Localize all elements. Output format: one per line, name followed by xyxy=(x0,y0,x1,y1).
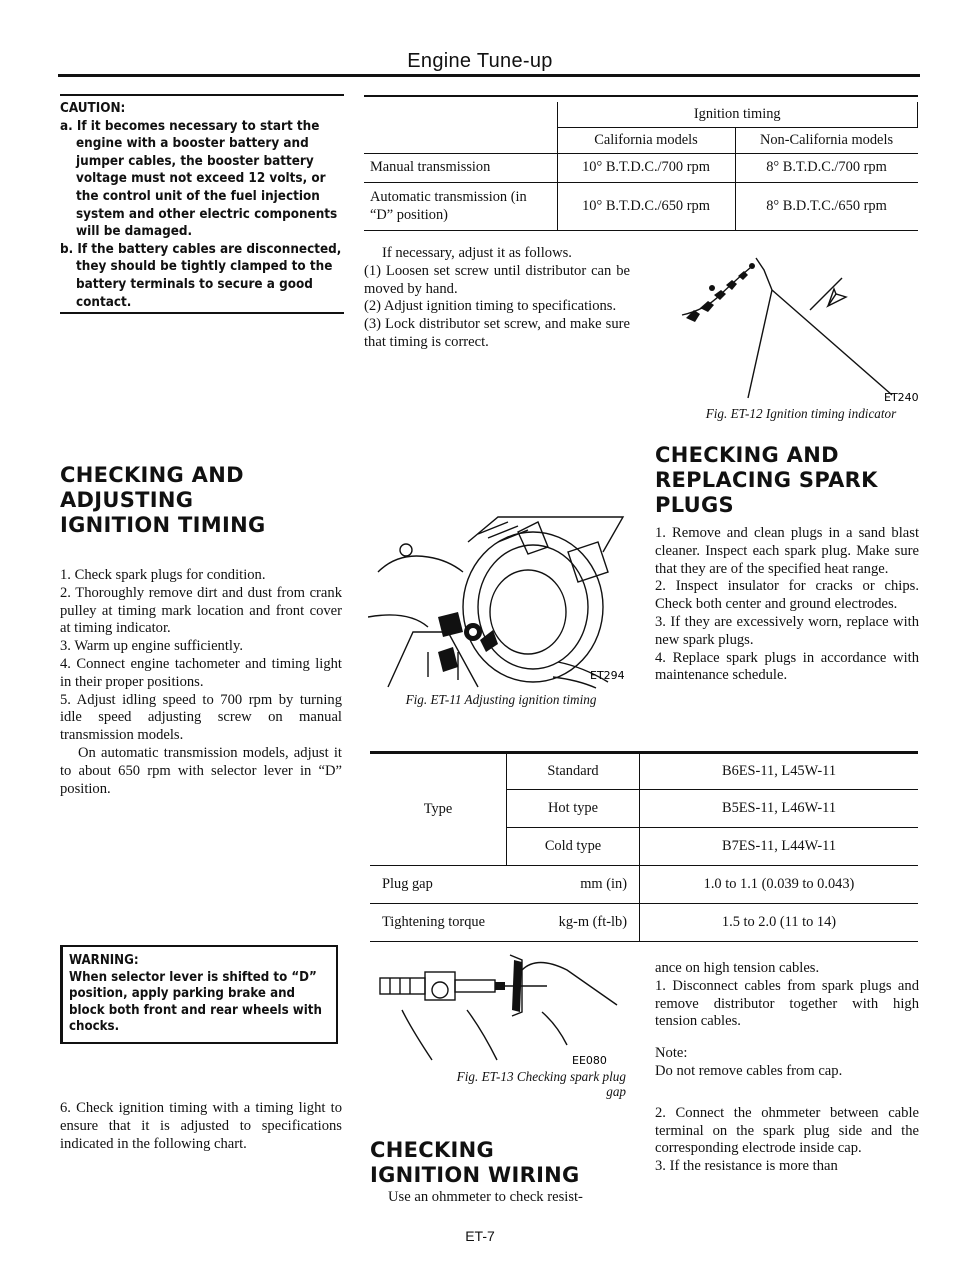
plug-type-standard-value: B6ES-11, L45W-11 xyxy=(640,754,919,790)
plug-type-hot: Hot type xyxy=(507,790,640,828)
caution-block xyxy=(60,100,344,311)
timing-row-manual-label: Manual transmission xyxy=(364,153,557,182)
warning-title: WARNING: xyxy=(69,953,139,968)
timing-step-5: 5. Adjust idling speed to 700 rpm by turning idle speed adjusting screw on manual transmission models. xyxy=(60,691,342,744)
timing-row-automatic-label: Automatic transmission (in “D” position) xyxy=(364,182,557,230)
timing-step-1: 1. Check spark plugs for condition. xyxy=(60,567,266,583)
plugs-heading-line-3: PLUGS xyxy=(655,493,734,517)
timing-table-group-header: Ignition timing xyxy=(557,102,918,127)
caution-bottom-rule xyxy=(60,312,344,314)
plug-gap-label: Plug gap xyxy=(382,876,433,892)
timing-row-manual-non-california: 8° B.T.D.C./700 rpm xyxy=(735,153,918,182)
adjust-step-1: (1) Loosen set screw until distributor can be moved by hand. xyxy=(364,262,630,297)
wiring-step-1: 1. Disconnect cables from spark plugs and remove distributor together with high tension cables. xyxy=(655,977,919,1030)
fig11-code: ET294 xyxy=(590,669,625,682)
timing-step-6-block xyxy=(60,1100,342,1153)
plugs-heading-line-2: REPLACING SPARK xyxy=(655,468,878,492)
wiring-intro-block xyxy=(370,1189,626,1207)
plug-torque-value: 1.5 to 2.0 (11 to 14) xyxy=(640,904,919,942)
plug-torque-label: Tightening torque xyxy=(382,914,486,930)
plugs-step-4: 4. Replace spark plugs in accordance with maintenance schedule. xyxy=(655,649,919,684)
warning-text: When selector lever is shifted to “D” position, apply parking brake and block both front and rear wheels with chocks. xyxy=(69,969,322,1035)
wiring-note-text: Do not remove cables from cap. xyxy=(655,1062,843,1079)
timing-table-col-california: California models xyxy=(557,127,735,153)
timing-table-col-non-california: Non-California models xyxy=(735,127,918,153)
spark-plug-table xyxy=(370,753,918,942)
plug-type-cold-value: B7ES-11, L44W-11 xyxy=(640,828,919,866)
timing-section-heading xyxy=(60,463,350,538)
wiring-heading-line-1: CHECKING xyxy=(370,1138,495,1162)
timing-step-3: 3. Warm up engine sufficiently. xyxy=(60,638,243,655)
fig12-caption: Fig. ET-12 Ignition timing indicator xyxy=(705,406,897,421)
page-header-title: Engine Tune-up xyxy=(407,50,553,72)
timing-indicator-figure xyxy=(660,250,922,405)
fig11-caption: Fig. ET-11 Adjusting ignition timing xyxy=(405,692,597,707)
fig13-caption xyxy=(372,1069,626,1099)
timing-step-2: 2. Thoroughly remove dirt and dust from crank pulley at timing mark location and front cover at timing indicator. xyxy=(60,584,342,637)
plug-type-hot-value: B5ES-11, L46W-11 xyxy=(640,790,919,828)
timing-row-manual-california: 10° B.T.D.C./700 rpm xyxy=(557,153,735,182)
wiring-cont: ance on high tension cables. xyxy=(655,960,820,976)
adjust-steps xyxy=(364,245,630,352)
adjust-intro: If necessary, adjust it as follows. xyxy=(382,245,572,261)
caution-title: CAUTION: xyxy=(60,101,126,116)
header-rule xyxy=(58,74,920,77)
caution-item-a: a. If it becomes necessary to start the engine with a booster battery and jumper cables, the booster battery voltage must not exceed 12 volts, or the control unit of the fuel injection system and other electric components will be damaged. xyxy=(60,118,338,240)
plugs-step-1: 1. Remove and clean plugs in a sand blast cleaner. Inspect each spark plug. Make sure that they are of the specified heat range. xyxy=(655,525,919,577)
timing-heading-line-2: ADJUSTING xyxy=(60,488,194,512)
plug-type-standard: Standard xyxy=(507,754,640,790)
timing-steps xyxy=(60,567,342,798)
plug-type-label: Type xyxy=(370,754,507,866)
adjust-step-2: (2) Adjust ignition timing to specifications. xyxy=(364,298,617,315)
distributor-figure xyxy=(368,512,632,692)
page-number: ET-7 xyxy=(465,1228,495,1244)
wiring-heading-line-2: IGNITION WIRING xyxy=(370,1163,580,1187)
plugs-step-3: 3. If they are excessively worn, replace with new spark plugs. xyxy=(655,613,919,648)
spark-plug-gap-figure xyxy=(372,950,628,1068)
timing-step-5-cont: On automatic transmission models, adjust it to about 650 rpm with selector lever in “D” position. xyxy=(60,744,342,797)
ignition-timing-table xyxy=(364,102,918,231)
warning-box xyxy=(60,945,338,1044)
plugs-steps xyxy=(655,525,919,685)
wiring-note-title: Note: xyxy=(655,1045,688,1062)
adjust-step-3: (3) Lock distributor set screw, and make sure that timing is correct. xyxy=(364,316,630,350)
timing-table-top-rule xyxy=(364,95,918,97)
fig12-code: ET240 xyxy=(884,391,919,404)
timing-heading-line-1: CHECKING AND xyxy=(60,463,244,487)
wiring-steps xyxy=(655,960,919,1176)
caution-top-rule xyxy=(60,94,344,96)
timing-row-automatic-california: 10° B.T.D.C./650 rpm xyxy=(557,182,735,230)
fig13-caption-line-2: gap xyxy=(606,1084,626,1099)
plugs-step-2: 2. Inspect insulator for cracks or chips. Check both center and ground electrodes. xyxy=(655,578,919,613)
plug-torque-unit: kg-m (ft-lb) xyxy=(558,914,627,930)
wiring-intro: Use an ohmmeter to check resist- xyxy=(388,1189,583,1205)
plug-gap-label-cell xyxy=(370,866,640,904)
caution-item-b: b. If the battery cables are disconnected, they should be tightly clamped to the battery terminals to secure a good contact. xyxy=(60,241,342,310)
wiring-section-heading xyxy=(370,1138,630,1188)
wiring-step-3: 3. If the resistance is more than xyxy=(655,1158,838,1175)
plug-type-cold: Cold type xyxy=(507,828,640,866)
timing-row-automatic-non-california: 8° B.D.T.C./650 rpm xyxy=(735,182,918,230)
fig13-code: EE080 xyxy=(572,1054,607,1067)
plug-gap-value: 1.0 to 1.1 (0.039 to 0.043) xyxy=(640,866,919,904)
fig13-caption-line-1: Fig. ET-13 Checking spark plug xyxy=(456,1069,626,1084)
plugs-heading-line-1: CHECKING AND xyxy=(655,443,839,467)
timing-step-4: 4. Connect engine tachometer and timing light in their proper positions. xyxy=(60,655,342,690)
plugs-section-heading xyxy=(655,443,925,518)
timing-heading-line-3: IGNITION TIMING xyxy=(60,513,266,537)
plug-gap-unit: mm (in) xyxy=(580,876,627,892)
wiring-step-2: 2. Connect the ohmmeter between cable terminal on the spark plug side and the corresponding electrode inside cap. xyxy=(655,1104,919,1157)
plug-torque-label-cell xyxy=(370,904,640,942)
timing-table-blank-cell xyxy=(364,102,557,153)
timing-step-6: 6. Check ignition timing with a timing light to ensure that it is adjusted to specifications indicated in the following chart. xyxy=(60,1100,342,1152)
